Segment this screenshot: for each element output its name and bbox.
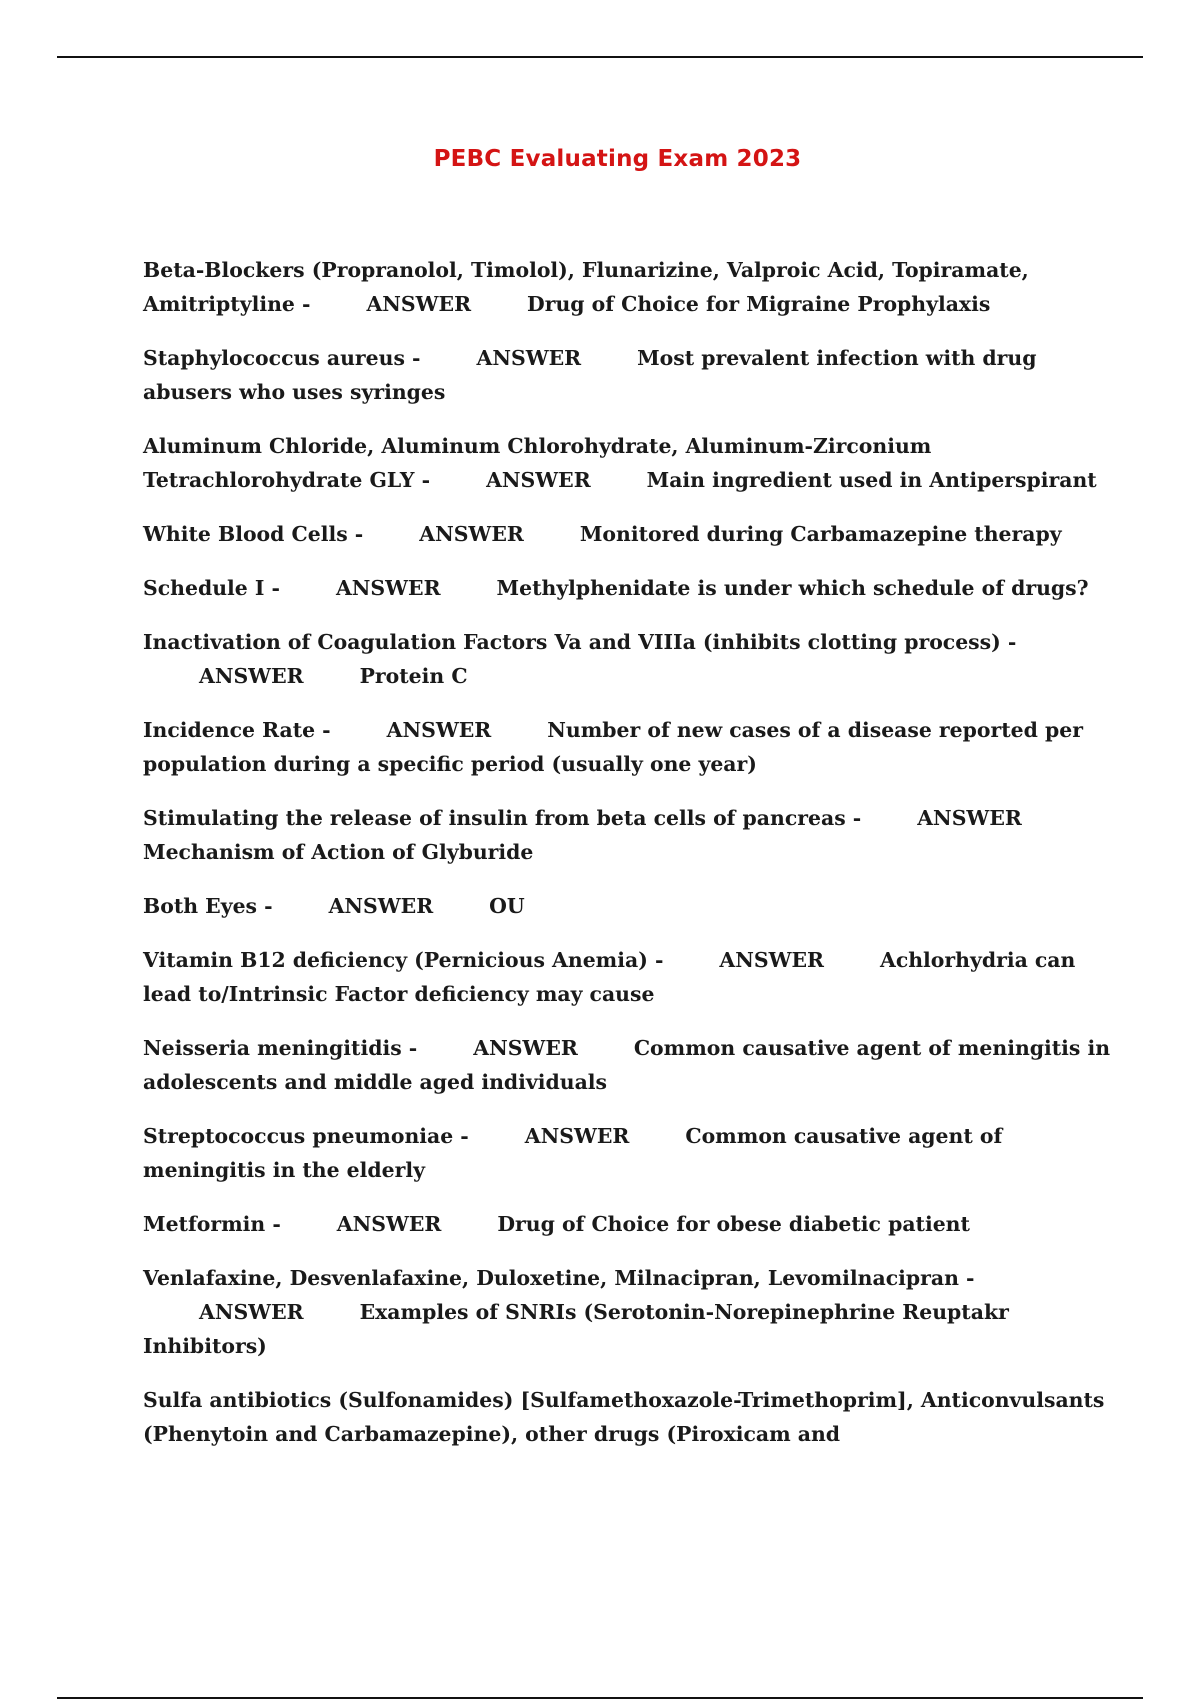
answer-keyword: ANSWER: [335, 576, 441, 600]
qa-answer: Mechanism of Action of Glyburide: [143, 840, 534, 864]
qa-answer: Common causative agent of meningitis in the elderly: [143, 1124, 1003, 1182]
qa-item: [143, 571, 1113, 605]
document-title: PEBC Evaluating Exam 2023: [433, 146, 802, 172]
answer-keyword: ANSWER: [473, 1036, 578, 1060]
qa-item: [143, 943, 1113, 1011]
qa-term: White Blood Cells -: [143, 522, 364, 546]
qa-term: Venlafaxine, Desvenlafaxine, Duloxetine, Milnacipran, Levomilnacipran -: [143, 1266, 975, 1290]
qa-answer: Drug of Choice for Migraine Prophylaxis: [527, 292, 991, 316]
qa-item: [143, 1119, 1113, 1187]
qa-term: Streptococcus pneumoniae -: [143, 1124, 469, 1148]
qa-item: [143, 713, 1113, 781]
qa-answer: Main ingredient used in Antiperspirant: [646, 468, 1097, 492]
qa-term: Schedule I -: [143, 576, 280, 600]
qa-term: Incidence Rate -: [143, 718, 331, 742]
qa-item: [143, 429, 1113, 497]
answer-keyword: ANSWER: [199, 1300, 304, 1324]
qa-term: Staphylococcus aureus -: [143, 346, 421, 370]
qa-answer: Drug of Choice for obese diabetic patient: [497, 1212, 970, 1236]
qa-answer: Common causative agent of meningitis in adolescents and middle aged individuals: [143, 1036, 1111, 1094]
qa-answer: Achlorhydria can lead to/Intrinsic Factor deficiency may cause: [143, 948, 1076, 1006]
qa-answer: Most prevalent infection with drug abusers who uses syringes: [143, 346, 1037, 404]
qa-term: Vitamin B12 deficiency (Pernicious Anemia) -: [143, 948, 664, 972]
qa-term: Inactivation of Coagulation Factors Va and VIIIa (inhibits clotting process) -: [143, 630, 1017, 654]
qa-answer: Examples of SNRIs (Serotonin-Norepinephrine Reuptakr Inhibitors): [143, 1300, 1009, 1358]
qa-answer: Number of new cases of a disease reported per population during a specific period (usually one year): [143, 718, 1083, 776]
qa-item: [143, 625, 1113, 693]
answer-keyword: ANSWER: [366, 292, 472, 316]
answer-keyword: ANSWER: [199, 664, 304, 688]
answer-keyword: ANSWER: [419, 522, 524, 546]
qa-item: [143, 1207, 1113, 1241]
qa-item: [143, 801, 1113, 869]
answer-keyword: ANSWER: [328, 894, 434, 918]
qa-answer: Methylphenidate is under which schedule of drugs?: [496, 576, 1089, 600]
qa-item: [143, 1261, 1113, 1363]
answer-keyword: ANSWER: [386, 718, 492, 742]
answer-keyword: ANSWER: [917, 806, 1022, 830]
qa-term: Both Eyes -: [143, 894, 273, 918]
qa-item: [143, 1031, 1113, 1099]
qa-term: Aluminum Chloride, Aluminum Chlorohydrate, Aluminum-Zirconium Tetrachlorohydrate GLY -: [143, 434, 932, 492]
qa-term: Neisseria meningitidis -: [143, 1036, 418, 1060]
qa-term: Metformin -: [143, 1212, 281, 1236]
qa-item: [143, 517, 1113, 551]
qa-item: [143, 341, 1113, 409]
answer-keyword: ANSWER: [336, 1212, 442, 1236]
answer-keyword: ANSWER: [719, 948, 824, 972]
answer-keyword: ANSWER: [524, 1124, 630, 1148]
qa-item: [143, 253, 1113, 321]
qa-item: [143, 889, 1113, 923]
qa-answer: Protein C: [359, 664, 468, 688]
qa-term: Beta-Blockers (Propranolol, Timolol), Flunarizine, Valproic Acid, Topiramate, Amitriptyline -: [143, 258, 1029, 316]
qa-term: Sulfa antibiotics (Sulfonamides) [Sulfamethoxazole-Trimethoprim], Anticonvulsants (Phenytoin and Carbamazepine), other drugs (Piroxicam and: [143, 1388, 1105, 1446]
qa-answer: OU: [489, 894, 525, 918]
qa-term: Stimulating the release of insulin from beta cells of pancreas -: [143, 806, 862, 830]
qa-answer: Monitored during Carbamazepine therapy: [579, 522, 1062, 546]
answer-keyword: ANSWER: [486, 468, 591, 492]
top-rule: [57, 56, 1143, 58]
answer-keyword: ANSWER: [476, 346, 582, 370]
qa-item: [143, 1383, 1113, 1451]
qa-list: [143, 253, 1113, 1471]
bottom-rule: [57, 1697, 1143, 1699]
